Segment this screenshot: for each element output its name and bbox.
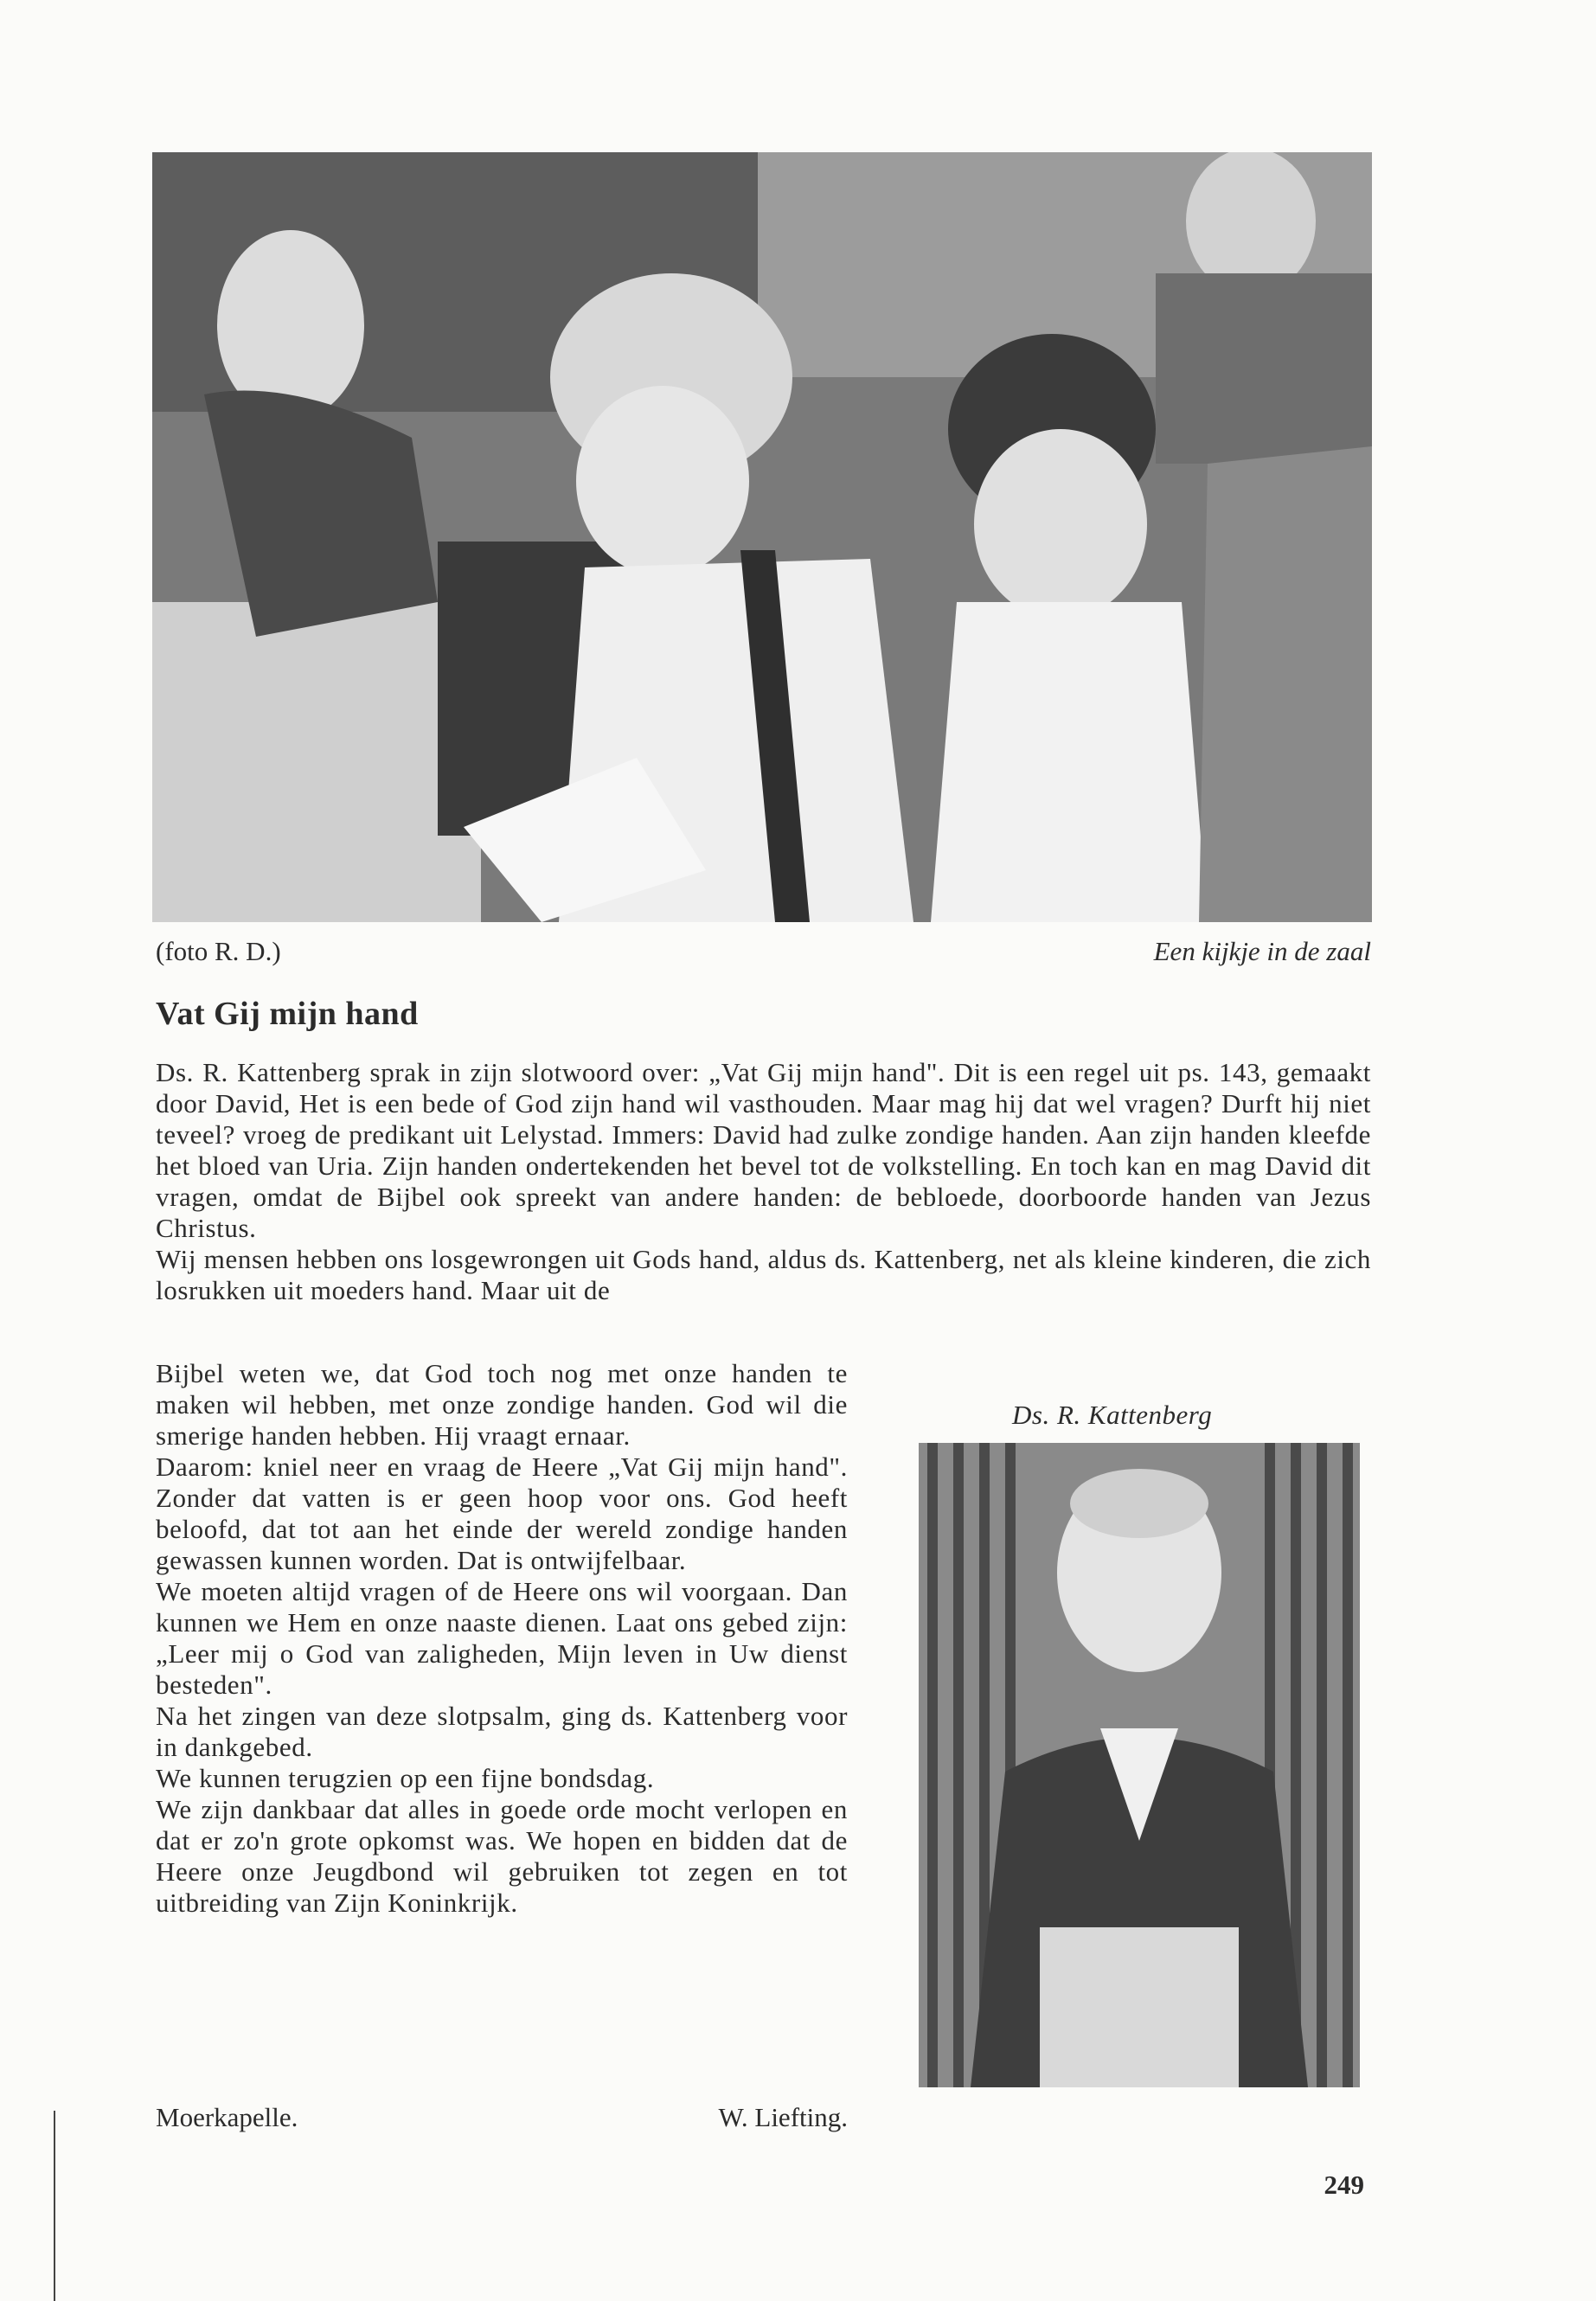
signoff-place: Moerkapelle. xyxy=(156,2102,298,2132)
paragraph: We moeten altijd vragen of de Heere ons wil voorgaan. Dan kunnen we Hem en onze naaste dienen. Laat ons gebed zijn: „Leer mij o God van zaligheden, Mijn leven in Uw dienst besteden". xyxy=(156,1576,848,1700)
signoff-author: W. Liefting. xyxy=(718,2102,848,2132)
hall-photo-illustration xyxy=(152,152,1372,922)
paragraph: We kunnen terugzien op een fijne bondsdag. xyxy=(156,1763,655,1793)
portrait-caption: Ds. R. Kattenberg xyxy=(1012,1400,1213,1430)
photo-credit: (foto R. D.) xyxy=(156,936,281,966)
hall-photo xyxy=(152,152,1372,922)
paragraph: We zijn dankbaar dat alles in goede orde mocht verlopen en dat er zo'n grote opkomst was. We hopen en bidden dat de Heere onze Jeugdbond wil gebruiken tot zegen en tot uitbreiding van Zijn Koninkrijk. xyxy=(156,1794,848,1918)
paragraph: Na het zingen van deze slotpsalm, ging ds. Kattenberg voor in dankgebed. xyxy=(156,1701,848,1762)
paragraph: Daarom: kniel neer en vraag de Heere „Vat Gij mijn hand". Zonder dat vatten is er geen hoop voor ons. God heeft beloofd, dat tot aan het einde der wereld zondige handen gewassen kunnen worden. Dat is ontwijfelbaar. xyxy=(156,1452,848,1575)
article-body-column xyxy=(156,1358,848,1919)
hall-photo-caption xyxy=(156,936,1371,979)
paragraph: Wij mensen hebben ons losgewrongen uit Gods hand, aldus ds. Kattenberg, net als kleine kinderen, die zich losrukken uit moeders hand. Maar uit de xyxy=(156,1244,1371,1305)
article-body-full-width xyxy=(156,1057,1371,1306)
paragraph: Bijbel weten we, dat God toch nog met onze handen te maken wil hebben, met onze zondige handen. God wil die smerige handen hebben. Hij vraagt ernaar. xyxy=(156,1358,848,1451)
portrait-photo-illustration xyxy=(919,1443,1360,2087)
article-title: Vat Gij mijn hand xyxy=(156,996,419,1032)
paragraph: Ds. R. Kattenberg sprak in zijn slotwoord over: „Vat Gij mijn hand". Dit is een regel uit ps. 143, gemaakt door David, Het is een bede of God zijn hand wil vasthouden. Maar mag hij dat wel vragen? Durft hij niet teveel? vroeg de predikant uit Lelystad. Immers: David had zulke zondige handen. Aan zijn handen kleefde het bloed van Uria. Zijn handen ondertekenden het bevel tot de volkstelling. En toch kan en mag David dit vragen, omdat de Bijbel ook spreekt van andere handen: de bebloede, doorboorde handen van Jezus Christus. xyxy=(156,1057,1371,1243)
photo-title: Een kijkje in de zaal xyxy=(1153,936,1371,966)
page-number: 249 xyxy=(1324,2170,1364,2200)
portrait-photo xyxy=(919,1443,1360,2087)
page-edge-line xyxy=(54,2111,55,2301)
